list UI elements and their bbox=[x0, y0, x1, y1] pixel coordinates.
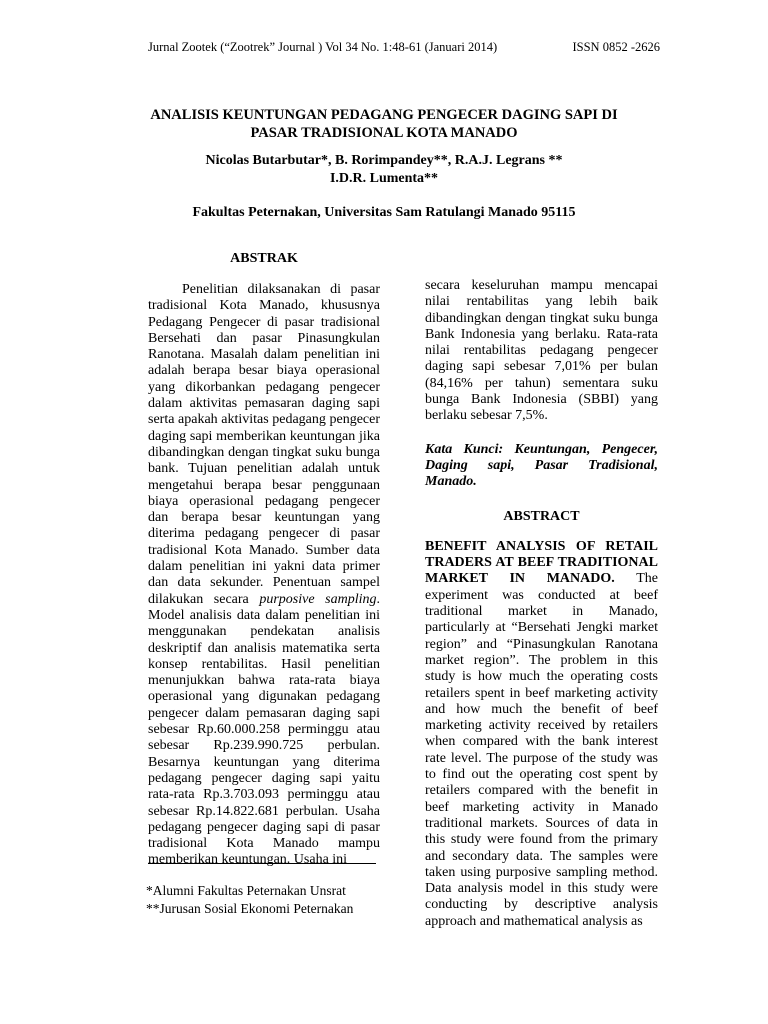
abstrak-text-part1: Penelitian dilaksanakan di pasar tradisional Kota Manado, khususnya Pedagang Pengecer di pasar tradisional Bersehati dan pasar Pinasungkulan Ranotana. Masalah dalam penelitian ini adalah berapa besar biaya operasional yang dikorbankan pedagang pengecer dalam aktivitas pemasaran daging sapi serta apakah aktivitas pedagang pengecer daging sapi memberikan keuntungan jika dibandingkan dengan tingkat suku bunga bank. Tujuan penelitian adalah untuk mengetahui berapa besar penggunaan biaya operasional pedagang pengecer dan berapa besar keuntungan yang diterima pedagang pengecer di pasar tradisional Kota Manado. Sumber data dalam penelitian ini yakni data primer dan data sekunder. Penentuan sampel dilakukan secara bbox=[148, 282, 380, 607]
abstract-heading: ABSTRACT bbox=[503, 508, 580, 524]
footnote-1: *Alumni Fakultas Peternakan Unsrat bbox=[146, 883, 346, 898]
paper-title bbox=[110, 106, 658, 142]
abstrak-heading: ABSTRAK bbox=[230, 251, 298, 266]
abstrak-continued: secara keseluruhan mampu mencapai nilai rentabilitas yang lebih baik dibandingkan dengan tingkat suku bunga Bank Indonesia yang berlaku. Rata-rata nilai rentabilitas pedagang pengecer daging sapi sebesar 7,01% per bulan (84,16% per tahun) sementara suku bunga Bank Indonesia (SBBI) yang berlaku sebesar 7,5%. bbox=[425, 278, 658, 424]
footnote-2: **Jurusan Sosial Ekonomi Peternakan bbox=[146, 901, 354, 916]
affiliation: Fakultas Peternakan, Universitas Sam Ratulangi Manado 95115 bbox=[192, 205, 576, 220]
abstrak-italic-term: purposive sampling bbox=[259, 591, 377, 607]
left-column bbox=[148, 282, 380, 869]
running-header bbox=[148, 40, 660, 55]
title-line-1: ANALISIS KEUNTUNGAN PEDAGANG PENGECER DAGING SAPI DI bbox=[150, 107, 618, 123]
footnotes bbox=[146, 882, 386, 918]
abstract-paragraph bbox=[425, 539, 658, 930]
authors-line-1: Nicolas Butarbutar*, B. Rorimpandey**, R.A.J. Legrans ** bbox=[205, 153, 563, 168]
abstrak-paragraph bbox=[148, 282, 380, 869]
right-column bbox=[425, 278, 658, 930]
abstract-body: The experiment was conducted at beef traditional market in Manado, particularly at “Bersehati Jengki market region” and “Pinasungkulan Ranotana market region”. The problem in this study is how much the operating costs retailers spent in beef marketing activity and how much the benefit of beef marketing activity received by retailers when compared with the bank interest rate level. The purpose of the study was to find out the operating cost spent by retailers compared with the benefit in beef marketing activity in Manado traditional markets. Sources of data in this study were found from the primary and secondary data. The samples were taken using purposive sampling method. Data analysis model in this study were conducting by descriptive analysis approach and mathematical analysis as bbox=[425, 571, 659, 929]
issn: ISSN 0852 -2626 bbox=[572, 40, 660, 54]
journal-citation: Jurnal Zootek (“Zootrek” Journal ) Vol 34 No. 1:48-61 (Januari 2014) bbox=[148, 40, 498, 54]
title-line-2: PASAR TRADISIONAL KOTA MANADO bbox=[250, 125, 518, 141]
abstract-english-title: BENEFIT ANALYSIS OF RETAIL TRADERS AT BEEF TRADITIONAL MARKET IN MANADO. bbox=[425, 538, 658, 587]
footnote-divider bbox=[148, 863, 376, 864]
abstrak-text-part2: . Model analisis data dalam penelitian ini menggunakan pendekatan analisis deskriptif dan analisis matematika serta konsep rentabilitas. Hasil penelitian menunjukkan bahwa rata-rata biaya operasional yang digunakan pedagang pengecer dalam pemasaran daging sapi sebesar Rp.60.000.258 perminggu atau sebesar Rp.239.990.725 perbulan. Besarnya keuntungan yang diterima pedagang pengecer daging sapi yaitu rata-rata Rp.3.703.093 perminggu atau sebesar Rp.14.822.681 perbulan. Usaha pedagang pengecer daging sapi di pasar tradisional Kota Manado mampu memberikan keuntungan. Usaha ini bbox=[148, 591, 380, 868]
keywords: Kata Kunci: Keuntungan, Pengecer, Daging sapi, Pasar Tradisional, Manado. bbox=[425, 441, 658, 490]
authors-line-2: I.D.R. Lumenta** bbox=[329, 171, 439, 186]
author-list bbox=[110, 152, 658, 188]
